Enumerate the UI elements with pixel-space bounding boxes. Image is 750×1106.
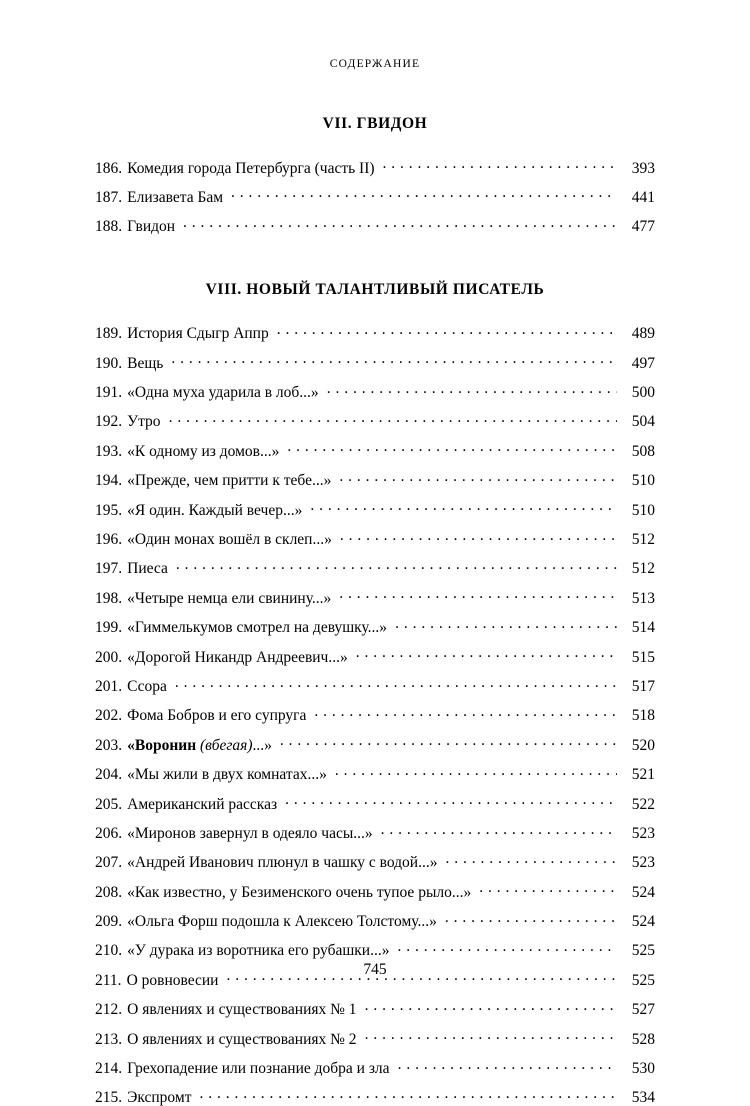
- entry-page: 525: [631, 971, 655, 989]
- entry-title: Вещь: [127, 354, 164, 372]
- entry-page: 515: [631, 648, 655, 666]
- entry-title: Грехопадение или познание добра и зла: [127, 1060, 390, 1078]
- entry-page: 508: [631, 442, 655, 460]
- entry-title: Елизавета Бам: [127, 188, 224, 206]
- entry-page: 524: [631, 883, 655, 901]
- leader-dots: [280, 734, 617, 750]
- leader-dots: [335, 764, 617, 780]
- toc-entry[interactable]: [95, 352, 655, 371]
- leader-dots: [231, 186, 617, 202]
- entry-title: «Одна муха ударила в лоб...»: [127, 384, 319, 402]
- entry-page: 517: [631, 677, 655, 695]
- toc-entry[interactable]: [95, 216, 655, 235]
- toc-entry[interactable]: [95, 1087, 655, 1106]
- leader-dots: [169, 411, 617, 427]
- leader-dots: [445, 911, 617, 927]
- entry-title: Гвидон: [127, 218, 176, 236]
- entry-page: 534: [631, 1089, 655, 1106]
- entry-page: 512: [631, 531, 655, 549]
- entry-page: 523: [631, 824, 655, 842]
- entry-page: 522: [631, 795, 655, 813]
- toc-entry[interactable]: [95, 382, 655, 401]
- entry-title-suffix: ...»: [252, 736, 272, 754]
- page-folio: 745: [363, 961, 387, 978]
- entry-number: 214.: [95, 1060, 123, 1078]
- entry-number: 203.: [95, 736, 123, 754]
- entry-page: 512: [631, 560, 655, 578]
- entry-number: 210.: [95, 942, 123, 960]
- entry-number: 194.: [95, 472, 123, 490]
- entry-number: 195.: [95, 501, 123, 519]
- toc-entry[interactable]: [95, 558, 655, 577]
- entry-title-italic: (вбегая): [200, 736, 253, 754]
- leader-dots: [365, 999, 617, 1015]
- entry-page: 524: [631, 913, 655, 931]
- entry-title: «Дорогой Никандр Андреевич...»: [127, 648, 348, 666]
- toc-list-section-vii: [95, 157, 655, 235]
- entry-number: 211.: [95, 971, 122, 989]
- entry-number: 187.: [95, 188, 123, 206]
- entry-title: «Я один. Каждый вечер...»: [127, 501, 303, 519]
- leader-dots: [445, 852, 617, 868]
- toc-entry[interactable]: [95, 323, 655, 342]
- entry-title: Экспромт: [127, 1089, 192, 1106]
- entry-page: 513: [631, 589, 655, 607]
- leader-dots: [175, 675, 617, 691]
- entry-title: «Мы жили в двух комнатах...»: [127, 766, 327, 784]
- toc-entry[interactable]: [95, 470, 655, 489]
- leader-dots: [365, 1028, 617, 1044]
- entry-number: 198.: [95, 589, 123, 607]
- leader-dots: [339, 587, 617, 603]
- entry-number: 213.: [95, 1030, 123, 1048]
- leader-dots: [171, 352, 617, 368]
- entry-title: Комедия города Петербурга (часть II): [127, 159, 375, 177]
- toc-entry[interactable]: [95, 440, 655, 459]
- entry-title: «Прежде, чем притти к тебе...»: [127, 472, 332, 490]
- toc-entry[interactable]: [95, 157, 655, 176]
- leader-dots: [356, 646, 617, 662]
- running-head: СОДЕРЖАНИЕ: [329, 58, 421, 70]
- entry-title: «У дурака из воротника его рубашки...»: [127, 942, 390, 960]
- entry-page: 497: [631, 354, 655, 372]
- entry-title: «Гиммелькумов смотрел на девушку...»: [127, 619, 388, 637]
- entry-number: 202.: [95, 707, 123, 725]
- entry-title: «Один монах вошёл в склеп...»: [127, 531, 332, 549]
- leader-dots: [381, 822, 617, 838]
- toc-entry[interactable]: [95, 1028, 655, 1047]
- entry-title: «К одному из домов...»: [127, 442, 280, 460]
- toc-list-section-viii: [95, 323, 655, 1106]
- entry-number: 188.: [95, 218, 123, 236]
- entry-title: «Ольга Форш подошла к Алексею Толстому...»: [127, 913, 437, 931]
- toc-entry[interactable]: [95, 587, 655, 606]
- entry-title: [127, 738, 278, 754]
- entry-number: 193.: [95, 442, 123, 460]
- entry-number: 208.: [95, 883, 123, 901]
- toc-entry[interactable]: [95, 529, 655, 548]
- entry-page: 510: [631, 501, 655, 519]
- entry-title-bold: «Воронин: [127, 736, 201, 754]
- toc-entry[interactable]: [95, 499, 655, 518]
- leader-dots: [176, 558, 617, 574]
- toc-entry[interactable]: [95, 911, 655, 930]
- section-title-vii: VII. ГВИДОН: [322, 115, 428, 132]
- entry-title: «Миронов завернул в одеяло часы...»: [127, 824, 373, 842]
- entry-title: Утро: [127, 413, 161, 431]
- toc-entry[interactable]: [95, 764, 655, 783]
- leader-dots: [310, 499, 617, 515]
- leader-dots: [395, 617, 617, 633]
- toc-entry[interactable]: [95, 852, 655, 871]
- toc-entry[interactable]: [95, 646, 655, 665]
- toc-entry[interactable]: [95, 186, 655, 205]
- entry-page: 393: [631, 159, 655, 177]
- leader-dots: [397, 940, 617, 956]
- entry-page: 530: [631, 1060, 655, 1078]
- toc-entry[interactable]: [95, 675, 655, 694]
- leader-dots: [340, 529, 617, 545]
- entry-title: О явлениях и существованиях № 1: [127, 1001, 357, 1019]
- entry-title: О явлениях и существованиях № 2: [127, 1030, 357, 1048]
- toc-entry[interactable]: [95, 1058, 655, 1077]
- entry-page: 514: [631, 619, 655, 637]
- toc-entry-voronin[interactable]: [95, 734, 655, 753]
- entry-number: 190.: [95, 354, 123, 372]
- entry-number: 196.: [95, 531, 123, 549]
- entry-page: 500: [631, 384, 655, 402]
- leader-dots: [327, 382, 617, 398]
- toc-entry[interactable]: [95, 793, 655, 812]
- entry-page: 510: [631, 472, 655, 490]
- entry-title: «Андрей Иванович плюнул в чашку с водой...»: [127, 854, 438, 872]
- toc-entry[interactable]: [95, 822, 655, 841]
- entry-number: 209.: [95, 913, 123, 931]
- entry-page: 520: [631, 736, 655, 754]
- entry-number: 199.: [95, 619, 123, 637]
- leader-dots: [314, 705, 617, 721]
- entry-number: 197.: [95, 560, 123, 578]
- leader-dots: [287, 440, 617, 456]
- entry-page: 504: [631, 413, 655, 431]
- entry-number: 212.: [95, 1001, 123, 1019]
- toc-entry[interactable]: [95, 705, 655, 724]
- entry-number: 191.: [95, 384, 123, 402]
- leader-dots: [383, 157, 617, 173]
- leader-dots: [277, 323, 617, 339]
- entry-number: 192.: [95, 413, 123, 431]
- entry-page: 477: [631, 218, 655, 236]
- section-title-viii: VIII. НОВЫЙ ТАЛАНТЛИВЫЙ ПИСАТЕЛЬ: [205, 280, 545, 298]
- entry-title: О ровновесии: [126, 971, 219, 989]
- leader-dots: [398, 1058, 617, 1074]
- entry-page: 518: [631, 707, 655, 725]
- entry-title: «Четыре немца ели свинину...»: [127, 589, 332, 607]
- entry-number: 204.: [95, 766, 123, 784]
- entry-title: Американский рассказ: [127, 795, 278, 813]
- entry-number: 207.: [95, 854, 123, 872]
- toc-entry[interactable]: [95, 940, 655, 959]
- leader-dots: [479, 881, 617, 897]
- leader-dots: [199, 1087, 617, 1103]
- entry-page: 528: [631, 1030, 655, 1048]
- entry-number: 205.: [95, 795, 123, 813]
- entry-number: 215.: [95, 1089, 123, 1106]
- toc-entry[interactable]: [95, 881, 655, 900]
- toc-entry[interactable]: [95, 617, 655, 636]
- entry-page: 521: [631, 766, 655, 784]
- entry-title: Фома Бобров и его супруга: [127, 707, 307, 725]
- entry-title: Пиеса: [127, 560, 168, 578]
- entry-title: История Сдыгр Аппр: [127, 325, 269, 343]
- leader-dots: [285, 793, 617, 809]
- entry-page: 525: [631, 942, 655, 960]
- entry-number: 186.: [95, 159, 123, 177]
- entry-number: 201.: [95, 677, 123, 695]
- entry-number: 206.: [95, 824, 123, 842]
- entry-number: 189.: [95, 325, 123, 343]
- toc-entry[interactable]: [95, 999, 655, 1018]
- entry-page: 441: [631, 188, 655, 206]
- entry-title: «Как известно, у Безименского очень тупое рыло...»: [127, 883, 472, 901]
- entry-page: 489: [631, 325, 655, 343]
- entry-title: Ссора: [127, 677, 167, 695]
- entry-page: 527: [631, 1001, 655, 1019]
- leader-dots: [183, 216, 617, 232]
- leader-dots: [339, 470, 617, 486]
- entry-page: 523: [631, 854, 655, 872]
- entry-number: 200.: [95, 648, 123, 666]
- toc-entry[interactable]: [95, 411, 655, 430]
